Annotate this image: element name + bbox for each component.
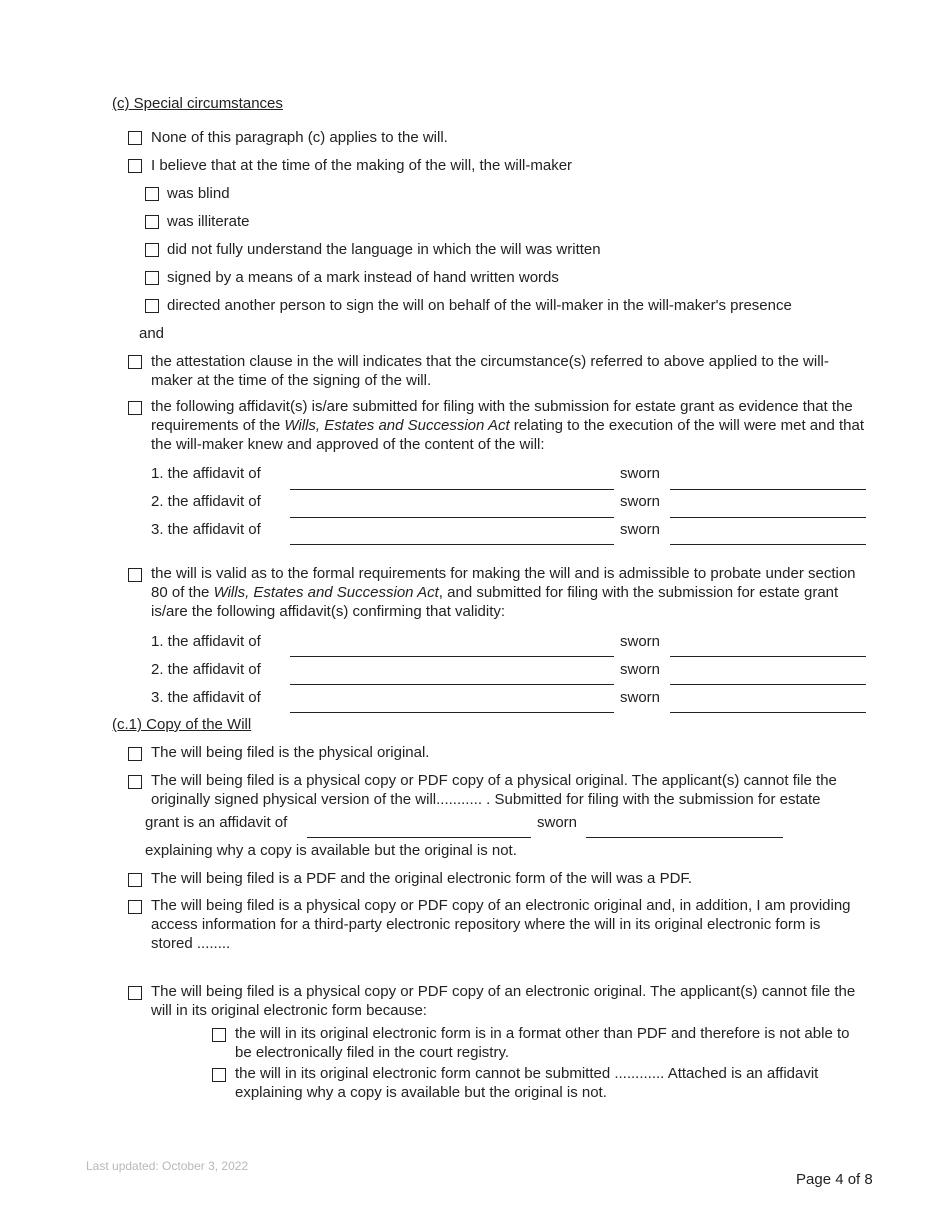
valid-label [151, 564, 866, 621]
attestation-label: the attestation clause in the will indicates that the circumstance(s) referred to above applied to the will-maker at the time of the signing of the will. [151, 353, 829, 389]
grant-sworn-field[interactable] [586, 837, 783, 838]
reason-format-checkbox[interactable] [212, 1028, 226, 1042]
act-name: Wills, Estates and Succession Act [284, 417, 510, 434]
language-label: did not fully understand the language in which the will was written [167, 241, 601, 258]
illiterate-label: was illiterate [167, 213, 250, 230]
valid-affidavit-3-sworn-field[interactable] [670, 712, 866, 713]
blind-label: was blind [167, 185, 230, 202]
directed-checkbox[interactable] [145, 299, 159, 313]
blind-checkbox[interactable] [145, 187, 159, 201]
cannot-file-label: The will being filed is a physical copy or PDF copy of an electronic original. The applicant(s) cannot file the will in its original electronic form because: [151, 983, 856, 1019]
language-checkbox[interactable] [145, 243, 159, 257]
affidavit-1-sworn-field[interactable] [670, 489, 866, 490]
valid-affidavit-1-sworn-label: sworn [620, 633, 661, 650]
affidavit-2-name-field[interactable] [290, 517, 614, 518]
believe-checkbox[interactable] [128, 159, 142, 173]
affidavits-intro-2: relating to the execution of the will were met and that the will-maker knew and approved of the content of the will: [151, 417, 865, 453]
believe-label: I believe that at the time of the making of the will, the will-maker [151, 157, 573, 174]
valid-affidavit-1-sworn-field[interactable] [670, 656, 866, 657]
grant-sworn-label: sworn [537, 814, 578, 831]
mark-label: signed by a means of a mark instead of hand written words [167, 269, 559, 286]
illiterate-checkbox[interactable] [145, 215, 159, 229]
physical-copy-label: The will being filed is a physical copy or PDF copy of a physical original. The applicant(s) cannot file the originally signed physical version of the will........... . Submitted for filing with the submission for estate [151, 772, 837, 808]
third-party-label: The will being filed is a physical copy or PDF copy of an electronic original and, in addition, I am providing access information for a third-party electronic repository where the will in its original electronic form is stored ........ [151, 897, 851, 952]
directed-label: directed another person to sign the will on behalf of the will-maker in the will-maker's presence [167, 297, 792, 314]
valid-act-name: Wills, Estates and Succession Act [213, 584, 439, 601]
valid-affidavit-3-label: 3. the affidavit of [151, 689, 261, 706]
affidavit-2-label: 2. the affidavit of [151, 493, 261, 510]
section-c1-heading: (c.1) Copy of the Will [112, 716, 252, 733]
page-number: Page 4 of 8 [796, 1171, 873, 1188]
physical-original-checkbox[interactable] [128, 747, 142, 761]
valid-affidavit-1-name-field[interactable] [290, 656, 614, 657]
and-label: and [139, 325, 165, 342]
reason-submit-label: the will in its original electronic form cannot be submitted ............ Attached is an affidavit explaining why a copy is available but the original is not. [235, 1065, 819, 1101]
physical-original-label: The will being filed is the physical original. [151, 744, 430, 761]
none-applies-checkbox[interactable] [128, 131, 142, 145]
valid-text-2: , and submitted for filing with the submission for estate grant is/are the following affidavit(s) confirming that validity: [151, 584, 839, 620]
affidavit-2-sworn-label: sworn [620, 493, 661, 510]
attestation-checkbox[interactable] [128, 355, 142, 369]
cannot-file-checkbox[interactable] [128, 986, 142, 1000]
affidavit-2-sworn-field[interactable] [670, 517, 866, 518]
affidavits-checkbox[interactable] [128, 401, 142, 415]
valid-text-1: the will is valid as to the formal requirements for making the will and is admissible to probate under section 80 of the [151, 565, 856, 601]
explaining-label: explaining why a copy is available but the original is not. [145, 842, 517, 859]
physical-copy-checkbox[interactable] [128, 775, 142, 789]
grant-affidavit-name-field[interactable] [307, 837, 531, 838]
affidavit-3-name-field[interactable] [290, 544, 614, 545]
valid-affidavit-3-name-field[interactable] [290, 712, 614, 713]
valid-affidavit-2-sworn-field[interactable] [670, 684, 866, 685]
affidavits-label [151, 397, 866, 454]
valid-checkbox[interactable] [128, 568, 142, 582]
reason-submit-checkbox[interactable] [212, 1068, 226, 1082]
affidavit-3-label: 3. the affidavit of [151, 521, 261, 538]
affidavit-3-sworn-label: sworn [620, 521, 661, 538]
mark-checkbox[interactable] [145, 271, 159, 285]
valid-affidavit-1-label: 1. the affidavit of [151, 633, 261, 650]
pdf-original-checkbox[interactable] [128, 873, 142, 887]
valid-affidavit-2-label: 2. the affidavit of [151, 661, 261, 678]
none-applies-label: None of this paragraph (c) applies to the will. [151, 129, 448, 146]
affidavit-1-label: 1. the affidavit of [151, 465, 261, 482]
valid-affidavit-2-name-field[interactable] [290, 684, 614, 685]
affidavit-1-sworn-label: sworn [620, 465, 661, 482]
affidavit-3-sworn-field[interactable] [670, 544, 866, 545]
affidavit-1-name-field[interactable] [290, 489, 614, 490]
section-c-heading: (c) Special circumstances [112, 95, 283, 112]
pdf-original-label: The will being filed is a PDF and the original electronic form of the will was a PDF. [151, 870, 693, 887]
valid-affidavit-2-sworn-label: sworn [620, 661, 661, 678]
grant-affidavit-label: grant is an affidavit of [145, 814, 288, 831]
valid-affidavit-3-sworn-label: sworn [620, 689, 661, 706]
affidavits-intro-1: the following affidavit(s) is/are submitted for filing with the submission for estate grant as evidence that the requirements of the [151, 398, 853, 434]
last-updated: Last updated: October 3, 2022 [86, 1159, 249, 1173]
third-party-checkbox[interactable] [128, 900, 142, 914]
reason-format-label: the will in its original electronic form is in a format other than PDF and therefore is not able to be electronically filed in the court registry. [235, 1025, 850, 1061]
